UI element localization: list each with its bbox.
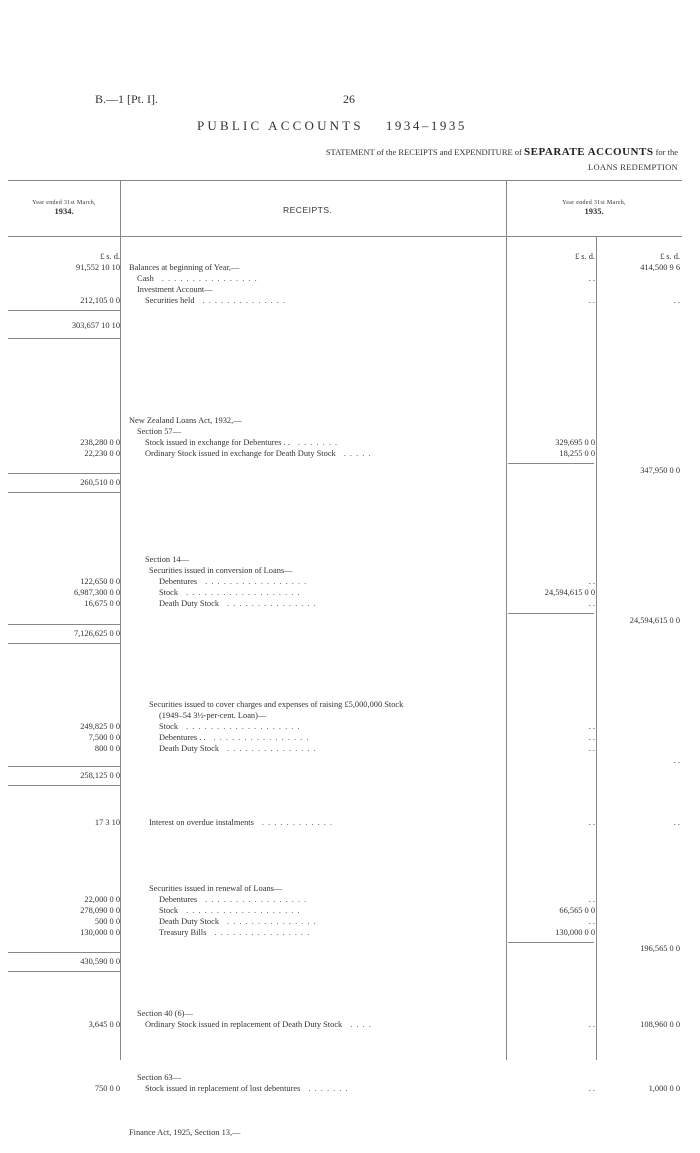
amount-1935-detail: . . bbox=[588, 274, 595, 283]
receipt-label: Debentures bbox=[159, 895, 198, 904]
receipt-description bbox=[149, 700, 403, 711]
amount-1934: 258,125 0 0 bbox=[80, 771, 120, 780]
amount-1934: 3,645 0 0 bbox=[88, 1020, 120, 1029]
page-title bbox=[197, 118, 467, 134]
leader-dots: . . . . . . . . . . . . . . . . . bbox=[205, 577, 308, 586]
leader-dots: . . . . . . . . . . . . . . . . . bbox=[205, 895, 308, 904]
amount-1934: 22,230 0 0 bbox=[84, 449, 120, 458]
subtotal-rule bbox=[8, 785, 120, 786]
receipt-description bbox=[159, 722, 301, 733]
amount-1935-detail: . . bbox=[588, 733, 595, 742]
receipt-label: Stock bbox=[159, 722, 179, 731]
amount-1935-detail: . . bbox=[588, 1084, 595, 1093]
right-year-header bbox=[508, 199, 680, 217]
receipt-description bbox=[137, 1073, 181, 1084]
receipt-description bbox=[159, 906, 301, 917]
receipt-label: Death Duty Stock bbox=[159, 599, 220, 608]
leader-dots: . . . . bbox=[350, 1020, 372, 1029]
receipt-description bbox=[159, 917, 317, 928]
title-text: PUBLIC ACCOUNTS bbox=[197, 118, 364, 133]
amount-1935-detail: . . bbox=[588, 722, 595, 731]
amount-1934: 430,590 0 0 bbox=[80, 957, 120, 966]
receipt-description bbox=[149, 566, 293, 577]
leader-dots: . . . . . . . . . . . . . . . . . . . bbox=[186, 588, 301, 597]
receipt-label: Ordinary Stock issued in replacement of Death Duty Stock bbox=[145, 1020, 343, 1029]
receipt-label: Investment Account— bbox=[137, 285, 213, 294]
receipt-description bbox=[137, 1009, 193, 1020]
receipt-label: Section 63— bbox=[137, 1073, 181, 1082]
subtotal-rule bbox=[508, 942, 594, 943]
receipt-label: Cash bbox=[137, 274, 154, 283]
receipt-label: Securities issued in conversion of Loans— bbox=[149, 566, 293, 575]
receipt-description bbox=[149, 818, 333, 829]
units-left: £ s. d. bbox=[99, 252, 120, 261]
receipt-description bbox=[145, 449, 372, 460]
right-year-label: Year ended 31st March, bbox=[562, 200, 626, 206]
amount-1935-detail: 18,255 0 0 bbox=[559, 449, 595, 458]
receipt-label: Balances at beginning of Year,— bbox=[129, 263, 240, 272]
receipt-description bbox=[159, 733, 309, 744]
amount-1934: 122,650 0 0 bbox=[80, 577, 120, 586]
statement-suffix: for the bbox=[655, 147, 678, 157]
units-right: £ s. d. bbox=[659, 252, 680, 261]
leader-dots: . . . . . . . bbox=[308, 1084, 349, 1093]
amount-1935-detail: 130,000 0 0 bbox=[555, 928, 595, 937]
page-number: 26 bbox=[343, 92, 355, 106]
receipt-description bbox=[159, 744, 317, 755]
leader-dots: . . . . . . . . . . . . . . . bbox=[227, 917, 317, 926]
amount-1934: 130,000 0 0 bbox=[80, 928, 120, 937]
amount-1935-detail: . . bbox=[588, 818, 595, 827]
leader-dots: . . . . . . . . . . . . . . . . . . . bbox=[186, 722, 301, 731]
amount-1934: 91,552 10 10 bbox=[76, 263, 120, 272]
amount-1934: 16,675 0 0 bbox=[84, 599, 120, 608]
statement-prefix: STATEMENT of the RECEIPTS and EXPENDITURE of bbox=[325, 147, 522, 157]
subtotal-rule bbox=[8, 952, 120, 953]
receipt-label: Death Duty Stock bbox=[159, 744, 220, 753]
receipt-label: Stock bbox=[159, 906, 179, 915]
amount-1934: 260,510 0 0 bbox=[80, 478, 120, 487]
amount-1934: 249,825 0 0 bbox=[80, 722, 120, 731]
receipt-description bbox=[145, 1084, 349, 1095]
receipt-label: Section 14— bbox=[145, 555, 189, 564]
subtotal-rule bbox=[8, 624, 120, 625]
leader-dots: . . . . . . . . . . . . . . . . bbox=[161, 274, 258, 283]
subtotal-rule bbox=[8, 492, 120, 493]
column-divider-mid bbox=[506, 180, 507, 1060]
receipt-description bbox=[145, 296, 286, 307]
amount-1935-total: 347,950 0 0 bbox=[640, 466, 680, 475]
receipt-description bbox=[159, 895, 307, 906]
receipt-description bbox=[159, 711, 266, 722]
receipt-description bbox=[145, 1020, 372, 1031]
amount-1934: 238,280 0 0 bbox=[80, 438, 120, 447]
amount-1935-total: 108,960 0 0 bbox=[640, 1020, 680, 1029]
amount-1935-detail: . . bbox=[588, 296, 595, 305]
amount-1935-total: . . bbox=[673, 756, 680, 765]
receipt-label: (1949–54 3½-per-cent. Loan)— bbox=[159, 711, 267, 720]
subtotal-rule bbox=[8, 766, 120, 767]
receipt-description bbox=[159, 599, 317, 610]
amount-1934: 7,500 0 0 bbox=[88, 733, 120, 742]
receipt-description bbox=[137, 274, 258, 285]
receipt-label: Interest on overdue instalments bbox=[149, 818, 254, 827]
subtotal-rule bbox=[508, 613, 594, 614]
receipt-description bbox=[145, 438, 338, 449]
amount-1935-total: 414,500 9 6 bbox=[640, 263, 680, 272]
receipt-label: Finance Act, 1925, Section 13,— bbox=[129, 1128, 241, 1137]
amount-1934: 212,105 0 0 bbox=[80, 296, 120, 305]
amount-1934: 6,987,300 0 0 bbox=[73, 588, 120, 597]
left-year-label: Year ended 31st March, bbox=[32, 200, 96, 206]
receipt-label: Debentures bbox=[159, 577, 198, 586]
receipt-description bbox=[137, 285, 213, 296]
amount-1934: 800 0 0 bbox=[94, 744, 120, 753]
receipt-label: Stock bbox=[159, 588, 179, 597]
amount-1935-detail: 329,695 0 0 bbox=[555, 438, 595, 447]
receipt-label: Death Duty Stock bbox=[159, 917, 220, 926]
units-mid: £ s. d. bbox=[574, 252, 595, 261]
receipt-label: Securities held bbox=[145, 296, 195, 305]
amount-1934: 22,000 0 0 bbox=[84, 895, 120, 904]
receipt-description bbox=[129, 1128, 240, 1139]
leader-dots: . . . . . . . . . . . . . . . bbox=[227, 744, 317, 753]
leader-dots: . . . . . . . . . . . . . . . . bbox=[214, 928, 311, 937]
subtotal-rule bbox=[8, 338, 120, 339]
statement-line-1 bbox=[326, 146, 678, 158]
leader-dots: . . . . . . . . . . . . bbox=[261, 818, 334, 827]
receipt-label: Ordinary Stock issued in exchange for Death Duty Stock bbox=[145, 449, 336, 458]
left-year: 1934. bbox=[54, 206, 74, 216]
amount-1934: 750 0 0 bbox=[94, 1084, 120, 1093]
receipt-label: New Zealand Loans Act, 1932,— bbox=[129, 416, 242, 425]
receipt-label: Stock issued in replacement of lost debentures bbox=[145, 1084, 301, 1093]
right-year: 1935. bbox=[584, 206, 604, 216]
amount-1935-detail: . . bbox=[588, 744, 595, 753]
amount-1935-detail: . . bbox=[588, 577, 595, 586]
subtotal-rule bbox=[8, 310, 120, 311]
subtotal-rule bbox=[8, 971, 120, 972]
statement-line-2: LOANS REDEMPTION bbox=[587, 162, 678, 172]
amount-1935-total: . . bbox=[673, 818, 680, 827]
receipt-description bbox=[137, 427, 181, 438]
amount-1935-total: 1,000 0 0 bbox=[648, 1084, 680, 1093]
receipt-description bbox=[159, 928, 310, 939]
subtotal-rule bbox=[508, 463, 594, 464]
receipt-description bbox=[129, 263, 239, 274]
leader-dots: . . . . . . . bbox=[297, 438, 339, 447]
amount-1934: 303,657 10 10 bbox=[71, 321, 120, 330]
receipts-header: RECEIPTS. bbox=[283, 205, 333, 215]
column-divider-right bbox=[596, 236, 597, 1060]
column-divider-left bbox=[120, 180, 121, 1060]
leader-dots: . . . . . . . . . . . . . . bbox=[202, 296, 287, 305]
leader-dots: . . . . . . . . . . . . . . . . . . . bbox=[186, 906, 301, 915]
amount-1935-total: 24,594,615 0 0 bbox=[629, 616, 680, 625]
amount-1934: 7,126,625 0 0 bbox=[73, 629, 120, 638]
subtotal-rule bbox=[8, 473, 120, 474]
receipt-description bbox=[159, 577, 307, 588]
receipt-label: Debentures . . bbox=[159, 733, 206, 742]
amount-1935-detail: . . bbox=[588, 599, 595, 608]
receipt-label: Securities issued to cover charges and expenses of raising £5,000,000 Stock bbox=[149, 700, 404, 709]
subtotal-rule bbox=[8, 643, 120, 644]
title-years: 1934–1935 bbox=[385, 118, 467, 133]
table-top-rule bbox=[8, 180, 682, 181]
header-bottom-rule bbox=[8, 236, 682, 237]
receipt-label: Securities issued in renewal of Loans— bbox=[149, 884, 283, 893]
document-reference: B.—1 [Pt. I]. bbox=[95, 92, 158, 106]
amount-1935-detail: 66,565 0 0 bbox=[559, 906, 595, 915]
receipt-label: Stock issued in exchange for Debentures . . bbox=[145, 438, 290, 447]
amount-1935-total: 196,565 0 0 bbox=[640, 944, 680, 953]
receipt-description bbox=[145, 555, 189, 566]
amount-1935-detail: . . bbox=[588, 917, 595, 926]
receipt-description bbox=[159, 588, 301, 599]
leader-dots: . . . . . . . . . . . . . . . bbox=[227, 599, 317, 608]
leader-dots: . . . . . bbox=[343, 449, 372, 458]
amount-1934: 500 0 0 bbox=[94, 917, 120, 926]
amount-1935-detail: . . bbox=[588, 895, 595, 904]
leader-dots: . . . . . . . . . . . . . . . . bbox=[213, 733, 310, 742]
amount-1934: 278,090 0 0 bbox=[80, 906, 120, 915]
amount-1934: 17 3 10 bbox=[94, 818, 120, 827]
receipt-label: Section 40 (6)— bbox=[137, 1009, 193, 1018]
receipt-label: Treasury Bills bbox=[159, 928, 207, 937]
receipt-description bbox=[149, 884, 282, 895]
left-year-header bbox=[10, 199, 118, 217]
statement-bold: SEPARATE ACCOUNTS bbox=[524, 146, 654, 158]
receipt-label: Section 57— bbox=[137, 427, 181, 436]
amount-1935-total: . . bbox=[673, 296, 680, 305]
amount-1935-detail: . . bbox=[588, 1020, 595, 1029]
amount-1935-detail: 24,594,615 0 0 bbox=[544, 588, 595, 597]
receipt-description bbox=[129, 416, 242, 427]
